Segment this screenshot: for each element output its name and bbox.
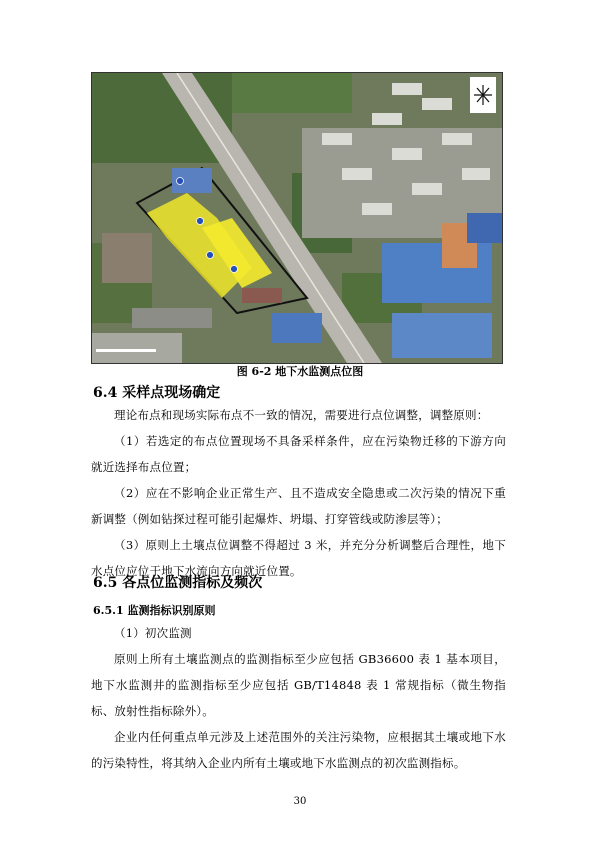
paragraph: 企业内任何重点单元涉及上述范围外的关注污染物，应根据其土壤或地下水的污染特性，将其纳入企业内所有土壤或地下水监测点的初次监测指标。 <box>91 730 506 770</box>
paragraph: （1）初次监测 <box>114 626 192 640</box>
satellite-image <box>92 73 502 363</box>
groundwater-monitoring-map <box>91 72 503 364</box>
figure-caption: 图 6-2 地下水监测点位图 <box>236 365 364 378</box>
monitoring-well-marker <box>177 178 184 185</box>
paragraph: （3）原则上土壤点位调整不得超过 3 米，并充分分析调整后合理性，地下水点位应位于地下水流向方向就近位置。 <box>91 538 506 578</box>
paragraph: （2）应在不影响企业正常生产、且不造成安全隐患或二次污染的情况下重新调整（例如钻探过程可能引起爆炸、坍塌、打穿管线或防渗层等）； <box>91 486 506 526</box>
paragraph: 原则上所有土壤监测点的监测指标至少应包括 GB36600 表 1 基本项目，地下水监测井的监测指标至少应包括 GB/T14848 表 1 常规指标（微生物指标、放射性指标除外）。 <box>91 652 506 718</box>
monitoring-well-marker <box>197 218 204 225</box>
page-number: 30 <box>293 796 307 807</box>
paragraph: 理论布点和现场实际布点不一致的情况，需要进行点位调整，调整原则： <box>114 408 489 422</box>
section-heading-6-4: 6.4 采样点现场确定 <box>93 385 221 401</box>
subsection-heading-6-5-1: 6.5.1 监测指标识别原则 <box>93 604 216 617</box>
monitoring-well-marker <box>231 266 238 273</box>
section-heading-6-5: 6.5 各点位监测指标及频次 <box>93 575 263 591</box>
monitoring-well-marker <box>207 252 214 259</box>
paragraph: （1）若选定的布点位置现场不具备采样条件，应在污染物迁移的下游方向就近选择布点位置； <box>91 434 506 474</box>
